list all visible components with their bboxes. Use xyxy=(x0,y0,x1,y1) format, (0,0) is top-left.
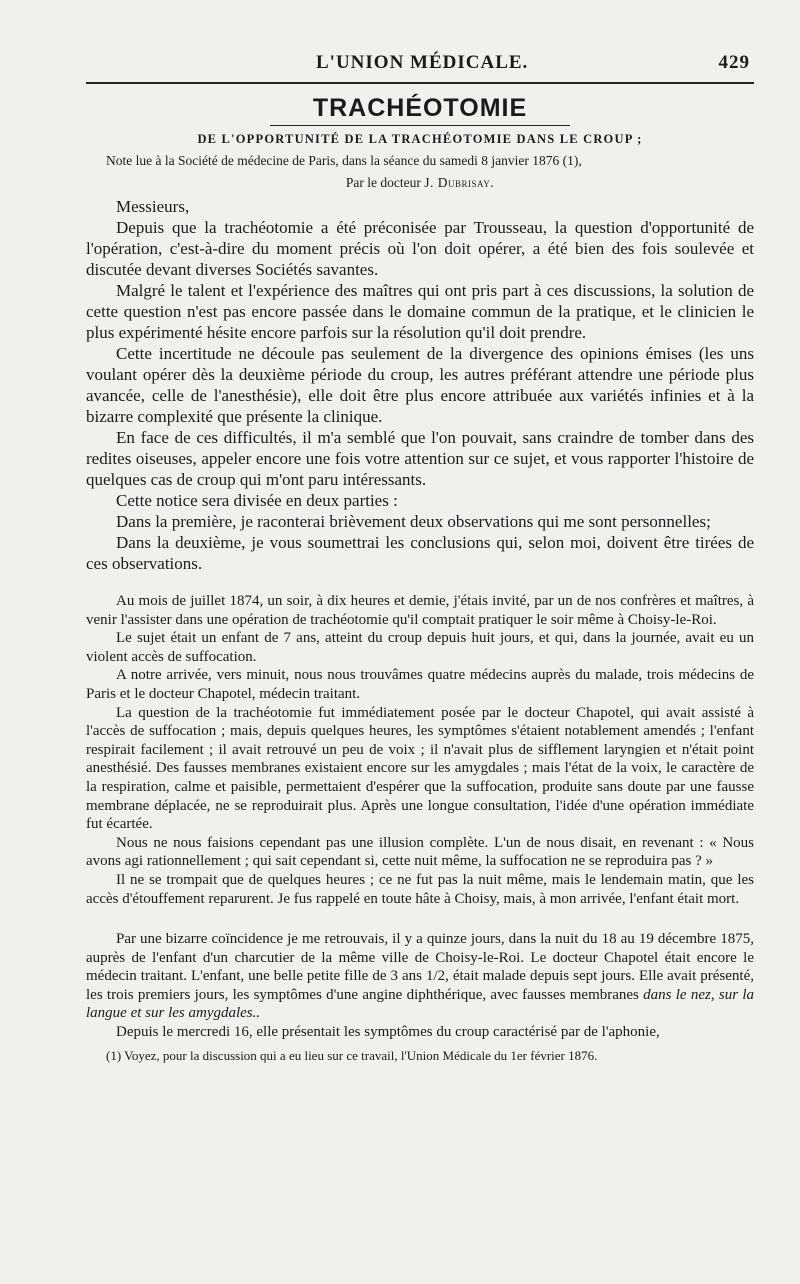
paragraph: Malgré le talent et l'expérience des maîtres qui ont pris part à ces discussions, la solution de cette question n'est pas encore passée dans le domaine commun de la pratique, et le clinicien le plus expérimenté hésite encore parfois sur la résolution qu'il doit prendre. xyxy=(86,281,754,342)
running-head xyxy=(86,52,754,78)
paragraph-italic-text: dans le nez, sur la langue et sur les amygdales.. xyxy=(86,986,754,1022)
footnote: (1) Voyez, pour la discussion qui a eu lieu sur ce travail, l'Union Médicale du 1er février 1876. xyxy=(106,1047,598,1063)
paragraph: Cette incertitude ne découle pas seulement de la divergence des opinions émises (les uns voulant opérer dès la deuxième période du croup, les autres préférant attendre une période plus avancée, celle de l'anesthésie), elle doit être plus encore attribuée aux variétés infinies et à la bizarre complexité que présente la clinique. xyxy=(86,344,754,426)
paragraph: Cette notice sera divisée en deux parties : xyxy=(116,491,398,510)
page-number: 429 xyxy=(718,52,750,73)
article-subtitle: DE L'OPPORTUNITÉ DE LA TRACHÉOTOMIE DANS LE CROUP ; xyxy=(197,132,643,146)
paragraph: Dans la première, je raconterai brièvement deux observations qui me sont personnelles; xyxy=(116,512,711,531)
presentation-note: Note lue à la Société de médecine de Paris, dans la séance du samedi 8 janvier 1876 (1), xyxy=(106,153,582,168)
paragraph: Nous ne nous faisions cependant pas une illusion complète. L'un de nous disait, en revenant : « Nous avons agi rationnellement ; qui sait cependant si, cette nuit même, la suffocation ne se reproduira pas ? » xyxy=(86,834,754,870)
paragraph: Le sujet était un enfant de 7 ans, atteint du croup depuis huit jours, et qui, dans la journée, avait eu un violent accès de suffocation. xyxy=(86,630,754,665)
author-line xyxy=(86,175,754,191)
section-gap xyxy=(86,574,754,592)
paragraph: La question de la trachéotomie fut immédiatement posée par le docteur Chapotel, qui avait assisté à l'accès de suffocation ; mais, depuis quelques heures, les symptômes s'étaient notablement amendés ; l'enfant respirait facilement ; il avait retrouvé un peu de voix ; il n'avait plus de sifflement laryngien et n'était point anesthésié. Des fausses membranes existaient encore sur les amygdales ; mais l'état de la voix, le caractère de la respiration, calme et paisible, permettaient d'espérer que la suffocation, produite sans doute par une fausse membrane déplacée, ne se reproduirait plus. Après une longue consultation, l'idée d'une opération immédiate fut écartée. xyxy=(86,704,754,833)
header-rule xyxy=(86,82,754,84)
section-gap xyxy=(86,908,754,930)
paragraph: Dans la deuxième, je vous soumettrai les conclusions qui, selon moi, doivent être tirées de ces observations. xyxy=(86,533,754,573)
paragraph: En face de ces difficultés, il m'a semblé que l'on pouvait, sans craindre de tomber dans des redites oiseuses, appeler encore une fois votre attention sur ce sujet, et vous rapporter l'histoire de quelques cas de croup qui m'ont paru intéressants. xyxy=(86,428,754,489)
author-name: J. Dubrisay. xyxy=(424,175,495,190)
article-title: TRACHÉOTOMIE xyxy=(312,94,528,122)
paragraph: Depuis que la trachéotomie a été préconisée par Trousseau, la question d'opportunité de l'opération, c'est-à-dire du moment précis où l'on doit opérer, a été bien des fois soulevée et discutée devant diverses Sociétés savantes. xyxy=(86,218,754,279)
paragraph: Il ne se trompait que de quelques heures ; ce ne fut pas la nuit même, mais le lendemain matin, que les accès d'étouffement reparurent. Je fus rappelé en toute hâte à Choisy, mais, à mon arrivée, l'enfant était mort. xyxy=(86,871,754,907)
running-title: L'UNION MÉDICALE. xyxy=(316,52,529,73)
paragraph xyxy=(86,930,754,1023)
paragraph: Depuis le mercredi 16, elle présentait les symptômes du croup caractérisé par de l'aphonie, xyxy=(116,1024,660,1041)
author-prefix: Par le docteur xyxy=(345,175,421,190)
paragraph: A notre arrivée, vers minuit, nous nous trouvâmes quatre médecins auprès du malade, trois médecins de Paris et le docteur Chapotel, médecin traitant. xyxy=(86,667,754,702)
salutation: Messieurs, xyxy=(116,197,190,216)
paragraph: Au mois de juillet 1874, un soir, à dix heures et demie, j'étais invité, par un de nos confrères et maîtres, à venir l'assister dans une opération de trachéotomie qu'il comptait pratiquer le soir même à Choisy-le-Roi. xyxy=(86,593,754,628)
paragraph-text: Par une bizarre coïncidence je me retrouvais, il y a quinze jours, dans la nuit du 18 au 19 décembre 1875, auprès de l'enfant d'un charcutier de la même ville de Choisy-le-Roi. Le docteur Chapotel était encore le médecin traitant. L'enfant, une belle petite fille de 3 ans 1/2, était malade depuis sept jours. Elle avait présenté, les trois premiers jours, les symptômes d'une angine diphthérique, avec fausses membranes xyxy=(86,931,754,1003)
title-rule xyxy=(270,125,570,126)
